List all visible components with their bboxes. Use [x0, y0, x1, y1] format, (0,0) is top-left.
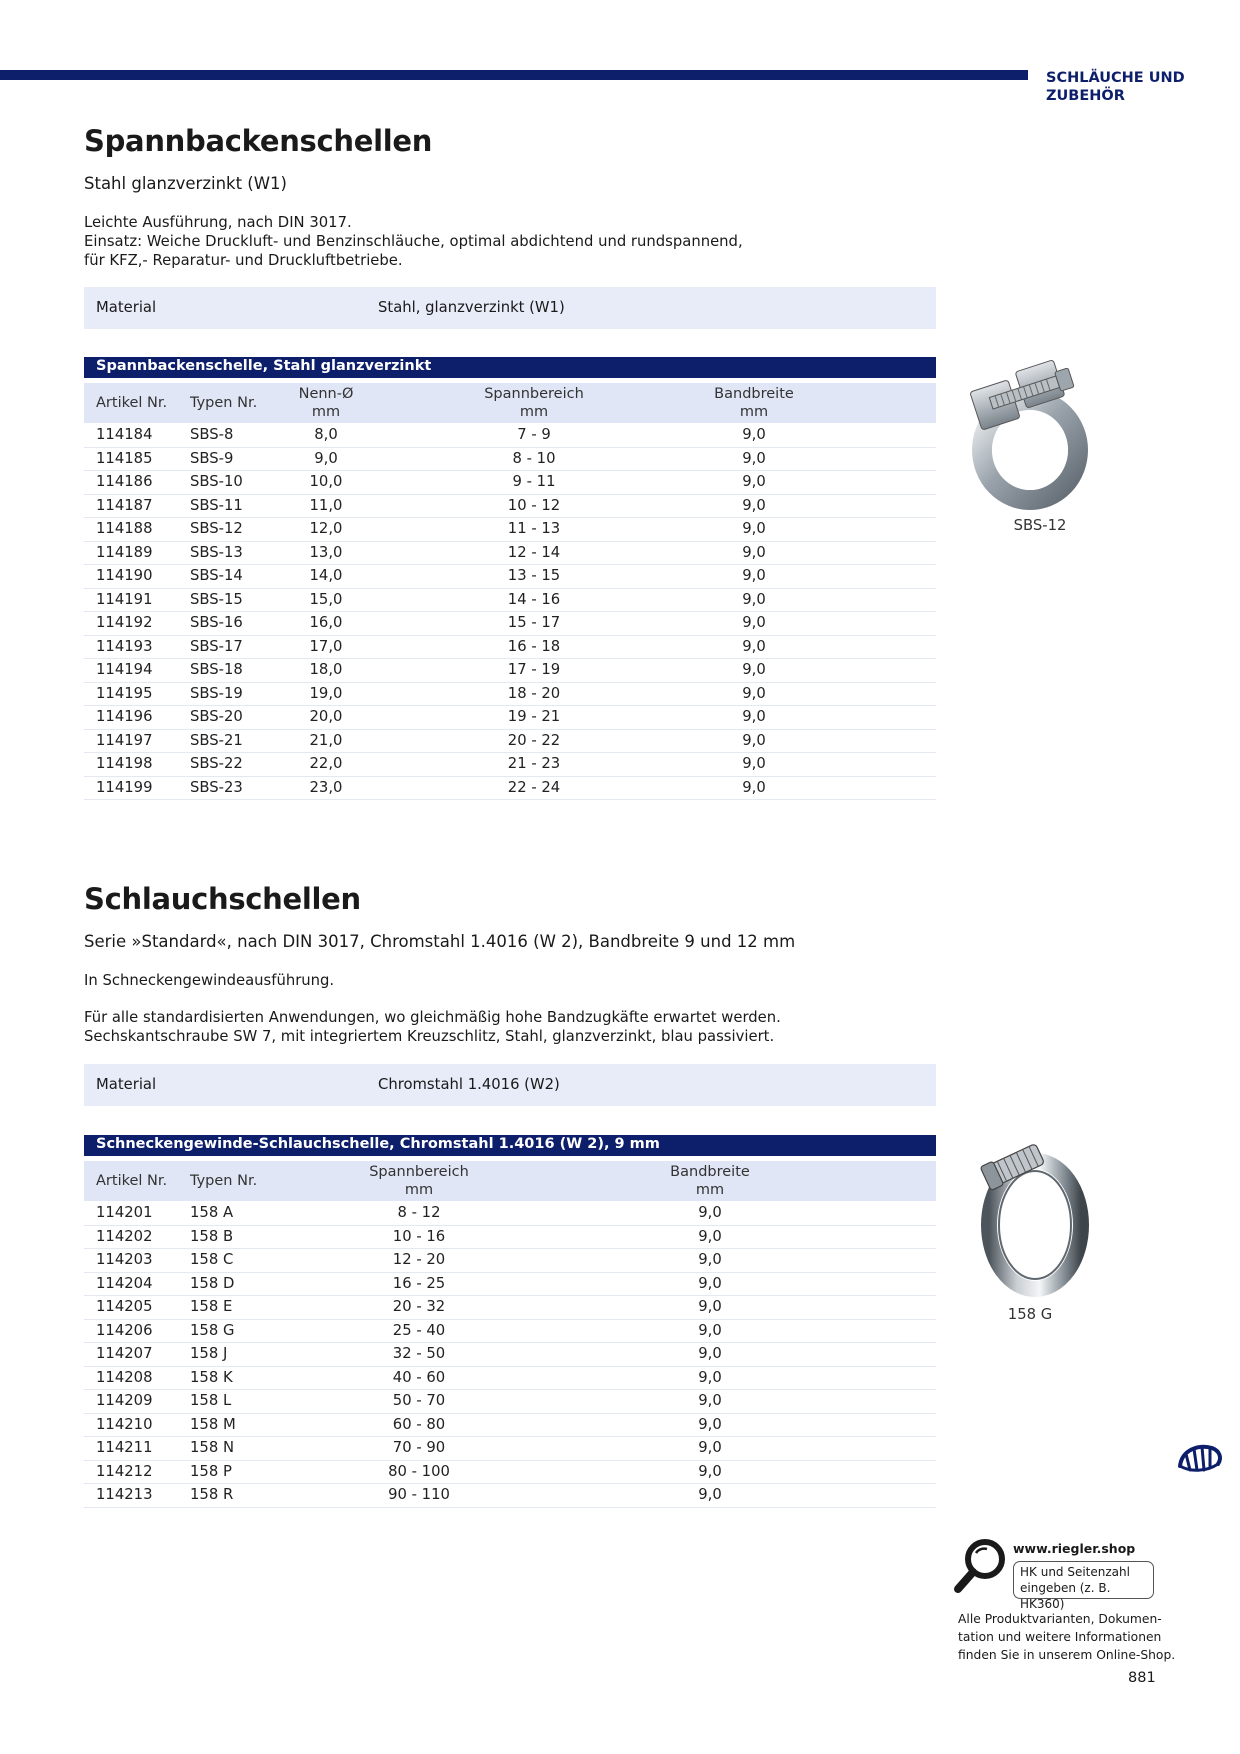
material-label: Material — [96, 299, 157, 316]
cell-typen: 158 L — [190, 1392, 232, 1409]
cell-band: 9,0 — [698, 1298, 722, 1315]
table-row — [84, 471, 936, 495]
cell-spann: 40 - 60 — [392, 1368, 446, 1386]
cell-band: 9,0 — [698, 1368, 722, 1386]
cell-spann: 12 - 20 — [392, 1251, 446, 1268]
cell-typen: SBS-10 — [190, 473, 243, 490]
table-row — [84, 636, 936, 660]
cell-band: 9,0 — [698, 1439, 722, 1456]
cell-spann: 14 - 16 — [507, 590, 561, 608]
col-typen: Typen Nr. — [190, 1173, 258, 1189]
footer-note-line: finden Sie in unserem Online-Shop. — [958, 1648, 1176, 1662]
table-title-text: Spannbackenschelle, Stahl glanzverzinkt — [96, 358, 432, 374]
table-row — [84, 1437, 936, 1461]
table-row — [84, 1273, 936, 1297]
material-value: Chromstahl 1.4016 (W2) — [378, 1076, 560, 1093]
section1-table-header — [84, 383, 936, 423]
cell-typen: SBS-14 — [190, 567, 243, 584]
cell-artikel: 114211 — [96, 1439, 153, 1456]
col-spann-label: Spannbereich — [484, 386, 584, 402]
cell-artikel: 114202 — [96, 1227, 153, 1245]
cell-typen: SBS-15 — [190, 590, 243, 608]
table-row — [84, 495, 936, 519]
cell-spann: 10 - 12 — [507, 496, 561, 514]
cell-nenn: 10,0 — [309, 473, 343, 490]
cell-typen: 158 M — [190, 1415, 236, 1433]
cell-artikel: 114185 — [96, 449, 153, 467]
section1-subtitle: Stahl glanzverzinkt (W1) — [84, 174, 287, 193]
cell-typen: 158 A — [190, 1204, 234, 1221]
table-row — [84, 706, 936, 730]
col-spann — [464, 385, 604, 421]
cell-band: 9,0 — [742, 637, 766, 655]
table-row — [84, 1484, 936, 1508]
cell-typen: SBS-20 — [190, 708, 243, 725]
cell-spann: 70 - 90 — [392, 1439, 446, 1456]
cell-artikel: 114190 — [96, 567, 153, 584]
col-artikel: Artikel Nr. — [96, 1173, 168, 1189]
desc-line: Einsatz: Weiche Druckluft- und Benzinschläuche, optimal abdichtend und rundspannend, — [84, 233, 743, 250]
cell-artikel: 114204 — [96, 1274, 153, 1292]
table-row — [84, 1249, 936, 1273]
cell-artikel: 114198 — [96, 755, 153, 772]
col-band — [684, 385, 824, 421]
cell-nenn: 20,0 — [309, 708, 343, 725]
col-spann-label: Spannbereich — [369, 1164, 469, 1180]
cell-spann: 21 - 23 — [507, 755, 561, 772]
cell-typen: 158 R — [190, 1486, 234, 1503]
col-spann-unit: mm — [404, 1182, 434, 1198]
cell-artikel: 114203 — [96, 1251, 153, 1268]
table-row — [84, 589, 936, 613]
cell-artikel: 114212 — [96, 1462, 153, 1480]
cell-artikel: 114188 — [96, 520, 153, 537]
shop-url-link[interactable]: www.riegler.shop — [1013, 1541, 1136, 1556]
cell-nenn: 18,0 — [309, 661, 343, 678]
col-nenn-label: Nenn-Ø — [298, 386, 354, 402]
cell-artikel: 114196 — [96, 708, 153, 725]
section1-table-title — [84, 357, 936, 378]
sbs12-product-image — [960, 350, 1090, 510]
cell-nenn: 19,0 — [309, 684, 343, 702]
hk-hint-line: HK und Seitenzahl — [1020, 1565, 1130, 1579]
section1-title: Spannbackenschellen — [84, 124, 433, 158]
cell-spann: 50 - 70 — [392, 1392, 446, 1409]
desc-line: Für alle standardisierten Anwendungen, wo gleichmäßig hohe Bandzugkäfte erwartet werden. — [84, 1009, 781, 1026]
cell-spann: 12 - 14 — [507, 543, 561, 561]
table-row — [84, 659, 936, 683]
cell-typen: SBS-8 — [190, 426, 234, 443]
section1-description — [84, 213, 884, 270]
cell-band: 9,0 — [698, 1486, 722, 1503]
cell-artikel: 114199 — [96, 778, 153, 796]
cell-band: 9,0 — [742, 614, 766, 631]
cell-spann: 13 - 15 — [507, 567, 561, 584]
material-value: Stahl, glanzverzinkt (W1) — [378, 299, 565, 316]
table-row — [84, 448, 936, 472]
cell-typen: SBS-16 — [190, 614, 243, 631]
cell-artikel: 114210 — [96, 1415, 153, 1433]
cell-artikel: 114193 — [96, 637, 153, 655]
cell-band: 9,0 — [742, 708, 766, 725]
cell-nenn: 17,0 — [309, 637, 343, 655]
cell-spann: 32 - 50 — [392, 1345, 446, 1362]
hose-clamp-product-image — [975, 1130, 1095, 1305]
cell-artikel: 114205 — [96, 1298, 153, 1315]
table-row — [84, 1343, 936, 1367]
table-title-text: Schneckengewinde-Schlauchschelle, Chromstahl 1.4016 (W 2), 9 mm — [96, 1136, 660, 1152]
table-row — [84, 542, 936, 566]
cell-spann: 10 - 16 — [392, 1227, 446, 1245]
section2-table-header — [84, 1161, 936, 1201]
cell-nenn: 23,0 — [309, 778, 343, 796]
cell-spann: 8 - 10 — [512, 449, 556, 467]
cell-typen: 158 C — [190, 1251, 234, 1268]
cell-typen: SBS-17 — [190, 637, 243, 655]
hk-search-hint — [1013, 1561, 1154, 1611]
cell-typen: SBS-19 — [190, 684, 243, 702]
cell-artikel: 114186 — [96, 473, 153, 490]
cell-spann: 17 - 19 — [507, 661, 561, 678]
cell-spann: 11 - 13 — [507, 520, 561, 537]
section2-title: Schlauchschellen — [84, 882, 361, 916]
cell-spann: 7 - 9 — [517, 426, 551, 443]
table-row — [84, 1367, 936, 1391]
cell-artikel: 114206 — [96, 1321, 153, 1339]
cell-nenn: 9,0 — [314, 449, 338, 467]
desc-line: Leichte Ausführung, nach DIN 3017. — [84, 214, 352, 231]
cell-spann: 90 - 110 — [388, 1486, 450, 1503]
cell-nenn: 22,0 — [309, 755, 343, 772]
cell-typen: SBS-13 — [190, 543, 243, 561]
footer-note-line: tation und weitere Informationen — [958, 1630, 1162, 1644]
section1-material-row — [84, 287, 936, 329]
cell-typen: 158 J — [190, 1345, 228, 1362]
cell-spann: 22 - 24 — [507, 778, 561, 796]
cell-typen: SBS-23 — [190, 778, 243, 796]
cell-band: 9,0 — [742, 567, 766, 584]
col-band-unit: mm — [695, 1182, 725, 1198]
section2-material-row — [84, 1064, 936, 1106]
top-accent-bar — [0, 70, 1028, 80]
cell-typen: 158 P — [190, 1462, 232, 1480]
sbs12-caption: SBS-12 — [1013, 517, 1067, 534]
cell-spann: 9 - 11 — [512, 473, 556, 490]
riegler-logo-icon — [1176, 1440, 1224, 1474]
cell-nenn: 13,0 — [309, 543, 343, 561]
cell-spann: 8 - 12 — [397, 1204, 441, 1221]
cell-band: 9,0 — [742, 755, 766, 772]
cell-band: 9,0 — [742, 684, 766, 702]
table-row — [84, 1320, 936, 1344]
cell-spann: 20 - 22 — [507, 731, 561, 749]
col-typen: Typen Nr. — [190, 395, 258, 411]
desc-line: In Schneckengewindeausführung. — [84, 972, 335, 989]
table-row — [84, 753, 936, 777]
table-row — [84, 683, 936, 707]
cell-typen: 158 K — [190, 1368, 233, 1386]
table-row — [84, 1226, 936, 1250]
cell-spann: 25 - 40 — [392, 1321, 446, 1339]
cell-artikel: 114197 — [96, 731, 153, 749]
cell-spann: 20 - 32 — [392, 1298, 446, 1315]
section2-subtitle: Serie »Standard«, nach DIN 3017, Chromstahl 1.4016 (W 2), Bandbreite 9 und 12 mm — [84, 932, 796, 951]
cell-band: 9,0 — [742, 496, 766, 514]
cell-band: 9,0 — [742, 449, 766, 467]
section2-table-title — [84, 1135, 936, 1156]
table-row — [84, 1390, 936, 1414]
cell-band: 9,0 — [742, 426, 766, 443]
cell-spann: 16 - 25 — [392, 1274, 446, 1292]
cell-typen: 158 D — [190, 1274, 235, 1292]
section1-table-body — [84, 424, 936, 800]
material-label: Material — [96, 1076, 157, 1093]
cell-nenn: 8,0 — [314, 426, 338, 443]
cell-band: 9,0 — [698, 1274, 722, 1292]
section-label: SCHLÄUCHE UND ZUBEHÖR — [1046, 70, 1185, 104]
col-spann-unit: mm — [519, 404, 549, 420]
cell-typen: SBS-18 — [190, 661, 243, 678]
cell-typen: 158 G — [190, 1321, 235, 1339]
cell-artikel: 114201 — [96, 1204, 153, 1221]
cell-nenn: 14,0 — [309, 567, 343, 584]
col-artikel: Artikel Nr. — [96, 395, 168, 411]
cell-spann: 80 - 100 — [388, 1462, 450, 1480]
cell-band: 9,0 — [742, 590, 766, 608]
cell-artikel: 114187 — [96, 496, 153, 514]
cell-nenn: 21,0 — [309, 731, 343, 749]
section2-description-2 — [84, 1008, 884, 1046]
cell-artikel: 114194 — [96, 661, 153, 678]
col-band-label: Bandbreite — [670, 1164, 750, 1180]
col-nenn — [266, 385, 386, 421]
cell-nenn: 11,0 — [309, 496, 343, 514]
cell-artikel: 114208 — [96, 1368, 153, 1386]
table-row — [84, 424, 936, 448]
table-row — [84, 1461, 936, 1485]
col-band — [640, 1163, 780, 1199]
section2-description-1 — [84, 971, 884, 990]
cell-band: 9,0 — [698, 1321, 722, 1339]
col-band-label: Bandbreite — [714, 386, 794, 402]
desc-line: für KFZ,- Reparatur- und Druckluftbetriebe. — [84, 252, 403, 269]
table-row — [84, 518, 936, 542]
cell-band: 9,0 — [742, 778, 766, 796]
cell-spann: 16 - 18 — [507, 637, 561, 655]
table-row — [84, 565, 936, 589]
cell-typen: 158 B — [190, 1227, 234, 1245]
cell-band: 9,0 — [698, 1392, 722, 1409]
cell-typen: 158 E — [190, 1298, 233, 1315]
cell-artikel: 114209 — [96, 1392, 153, 1409]
col-nenn-unit: mm — [311, 404, 341, 420]
cell-band: 9,0 — [742, 473, 766, 490]
magnifier-icon — [950, 1536, 1010, 1596]
table-row — [84, 730, 936, 754]
cell-nenn: 12,0 — [309, 520, 343, 537]
cell-band: 9,0 — [698, 1204, 722, 1221]
cell-band: 9,0 — [698, 1227, 722, 1245]
table-row — [84, 612, 936, 636]
cell-spann: 18 - 20 — [507, 684, 561, 702]
table-row — [84, 1414, 936, 1438]
cell-band: 9,0 — [698, 1462, 722, 1480]
cell-typen: SBS-11 — [190, 496, 243, 514]
footer-note — [958, 1610, 1178, 1664]
cell-nenn: 16,0 — [309, 614, 343, 631]
desc-line: Sechskantschraube SW 7, mit integriertem Kreuzschlitz, Stahl, glanzverzinkt, blau passiviert. — [84, 1028, 775, 1045]
col-band-unit: mm — [739, 404, 769, 420]
cell-artikel: 114213 — [96, 1486, 153, 1503]
cell-band: 9,0 — [742, 543, 766, 561]
cell-band: 9,0 — [742, 661, 766, 678]
cell-artikel: 114191 — [96, 590, 153, 608]
cell-artikel: 114195 — [96, 684, 153, 702]
cell-band: 9,0 — [698, 1345, 722, 1362]
cell-band: 9,0 — [742, 731, 766, 749]
table-row — [84, 1202, 936, 1226]
cell-artikel: 114189 — [96, 543, 153, 561]
cell-artikel: 114207 — [96, 1345, 153, 1362]
cell-typen: SBS-9 — [190, 449, 234, 467]
section2-table-body — [84, 1202, 936, 1508]
cell-nenn: 15,0 — [309, 590, 343, 608]
cell-artikel: 114184 — [96, 426, 153, 443]
cell-typen: SBS-12 — [190, 520, 243, 537]
cell-band: 9,0 — [698, 1415, 722, 1433]
hk-hint-line: eingeben (z. B. HK360) — [1020, 1581, 1111, 1611]
cell-spann: 60 - 80 — [392, 1415, 446, 1433]
cell-typen: SBS-22 — [190, 755, 243, 772]
cell-spann: 19 - 21 — [507, 708, 561, 725]
table-row — [84, 1296, 936, 1320]
page-number: 881 — [1128, 1670, 1156, 1686]
cell-typen: 158 N — [190, 1439, 235, 1456]
col-spann — [349, 1163, 489, 1199]
cell-typen: SBS-21 — [190, 731, 243, 749]
cell-spann: 15 - 17 — [507, 614, 561, 631]
hose-clamp-caption: 158 G — [1007, 1306, 1053, 1323]
cell-band: 9,0 — [698, 1251, 722, 1268]
cell-band: 9,0 — [742, 520, 766, 537]
cell-artikel: 114192 — [96, 614, 153, 631]
table-row — [84, 777, 936, 801]
footer-note-line: Alle Produktvarianten, Dokumen- — [958, 1612, 1162, 1626]
